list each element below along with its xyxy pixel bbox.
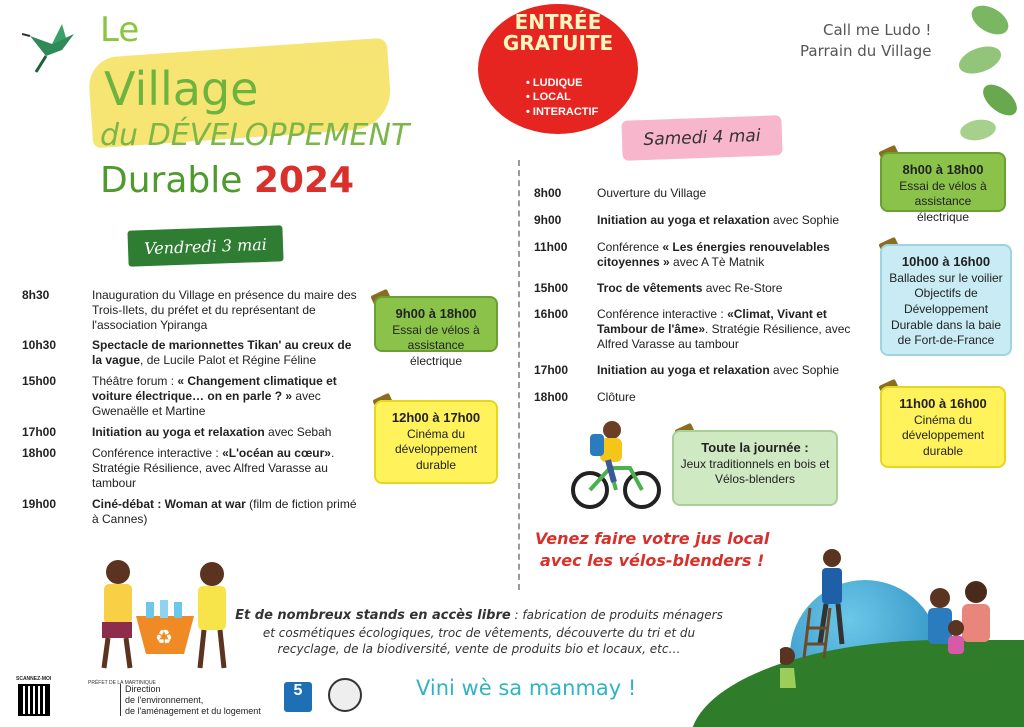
box-title: 11h00 à 16h00 [899,396,987,411]
day-banner-vendredi: Vendredi 3 mai [127,225,283,266]
stands-text [234,607,724,657]
city-seal-logo [328,678,362,712]
box-title: 9h00 à 18h00 [395,306,477,321]
column-divider [518,160,520,590]
box-body: Cinéma du développement durable [394,426,478,473]
parrain-line1: Call me Ludo ! [822,21,932,39]
schedule-row [22,425,362,440]
schedule-time: 18h00 [534,390,569,404]
box-title: 12h00 à 17h00 [391,410,481,425]
box-body: Essai de vélos à assistance électrique [392,322,480,369]
people-gardening-illustration [780,548,1020,724]
schedule-time: 10h30 [22,338,57,352]
schedule-time: 11h00 [534,240,568,254]
schedule-desc: Clôture [597,390,636,404]
title-year: 2024 [253,160,355,201]
schedule-row [22,374,362,419]
title-le: Le [100,10,140,50]
schedule-desc: Spectacle de marionnettes Tikan' au creux de la vague, de Lucile Palot et Régine Féline [92,338,352,367]
schedule-time: 19h00 [22,497,57,511]
free-entry-item: • LUDIQUE [526,77,583,89]
schedule-row [534,363,864,378]
info-box-toute-la-journee [672,430,838,506]
qr-code-icon[interactable] [18,684,50,716]
cyclist-icon [570,420,664,512]
schedule-row [534,307,864,352]
schedule-desc: Théâtre forum : « Changement climatique et voiture électrique… on en parle ? » avec Gwenaëlle et Martine [92,374,337,418]
info-box-cinema-samedi [880,386,1006,468]
schedule-row [534,186,864,201]
schedule-row [22,497,362,527]
schedule-row [534,390,864,405]
box-title: 8h00 à 18h00 [902,162,984,177]
schedule-time: 15h00 [22,374,57,388]
parrain-text [800,20,931,62]
schedule-desc: Initiation au yoga et relaxation avec Sebah [92,425,332,439]
hummingbird-icon [22,16,82,74]
schedule-desc: Ouverture du Village [597,186,707,200]
schedule-desc: Troc de vêtements avec Re-Store [597,281,783,295]
stands-body: : fabrication de produits ménagers et cosmétiques écologiques, troc de vêtements, découverte du tri et du recyclage, de la biodiversité, vente de produits bio et locaux, etc… [262,608,723,656]
deal-logo-text [120,684,261,716]
schedule-time: 18h00 [22,446,57,460]
schedule-time: 16h00 [534,307,569,321]
free-entry-badge [478,4,638,134]
free-entry-list [478,76,638,119]
slogan: Vini wè sa manmay ! [416,676,637,700]
venez-text [535,528,769,571]
venez-line1: Venez faire votre jus local [535,529,770,548]
svg-text:♻: ♻ [155,627,173,649]
qr-label: SCANNEZ-MOI [16,676,52,682]
schedule-time: 15h00 [534,281,569,295]
schedule-desc: Initiation au yoga et relaxation avec Sophie [597,363,840,377]
title-village: Village [104,62,259,116]
free-entry-line2: GRATUITE [502,31,614,55]
box-title: Toute la journée : [701,440,809,455]
parrain-line2: Parrain du Village [800,42,932,60]
title-durable-word: Durable [100,160,243,201]
schedule-time: 9h00 [534,213,562,227]
schedule-row [22,446,362,491]
title-du-developpement: du DÉVELOPPEMENT [100,118,410,153]
schedule-row [22,288,362,333]
venez-line2: avec les vélos-blenders ! [540,550,765,570]
info-box-velos-vendredi [374,296,498,369]
free-entry-item: • LOCAL [526,91,571,104]
box-body: Ballades sur le voilier Objectifs de Développement Durable dans la baie de Fort-de-France [889,270,1003,348]
day-banner-samedi: Samedi 4 mai [621,115,782,161]
children-recycling-illustration [84,556,244,674]
schedule-row [534,240,864,270]
schedule-time: 17h00 [22,425,57,439]
schedule-desc: Conférence interactive : «Climat, Vivant et Tambour de l'âme». Stratégie Résilience, avec Alfred Varasse au tambour [597,307,851,351]
free-entry-item: • INTERACTIF [526,105,599,118]
partner-logo-5: 5 [284,682,312,712]
schedule-row [22,338,362,368]
deal-line3: de l'aménagement et du logement [125,705,261,716]
box-body: Cinéma du développement durable [901,412,985,459]
info-box-voilier [880,244,1012,356]
schedule-desc: Conférence interactive : «L'océan au cœur». Stratégie Résilience, avec Alfred Varasse au tambour [92,446,335,490]
stands-lead: Et de nombreux stands en accès libre [235,608,511,623]
box-title: 10h00 à 16h00 [901,254,991,269]
free-entry-line1: ENTRÉE [514,10,602,34]
info-box-velos-samedi [880,152,1006,225]
schedule-desc: Inauguration du Village en présence du maire des Trois-Ilets, du préfet et du représentant de l'association Ypiranga [92,288,357,332]
schedule-time: 17h00 [534,363,569,377]
box-body: Essai de vélos à assistance électrique [899,178,987,225]
schedule-row [534,213,864,228]
schedule-row [534,281,864,296]
info-box-cinema-vendredi [374,400,498,484]
title-durable [100,160,354,201]
schedule-desc: Initiation au yoga et relaxation avec Sophie [597,213,840,227]
schedule-time: 8h00 [534,186,562,200]
prefet-logo: PRÉFET DE LA MARTINIQUE [88,680,156,686]
schedule-desc: Conférence « Les énergies renouvelables citoyennes » avec A Tè Matnik [597,240,830,269]
leaves-decoration-icon [950,0,1024,150]
deal-line2: de l'environnement, [125,694,204,705]
schedule-time: 8h30 [22,288,50,302]
schedule-desc: Ciné-débat : Woman at war (film de fiction primé à Cannes) [92,497,357,526]
free-entry-heading [478,12,638,54]
box-body: Jeux traditionnels en bois et Vélos-blenders [680,456,830,487]
deal-line1: Direction [125,684,161,694]
